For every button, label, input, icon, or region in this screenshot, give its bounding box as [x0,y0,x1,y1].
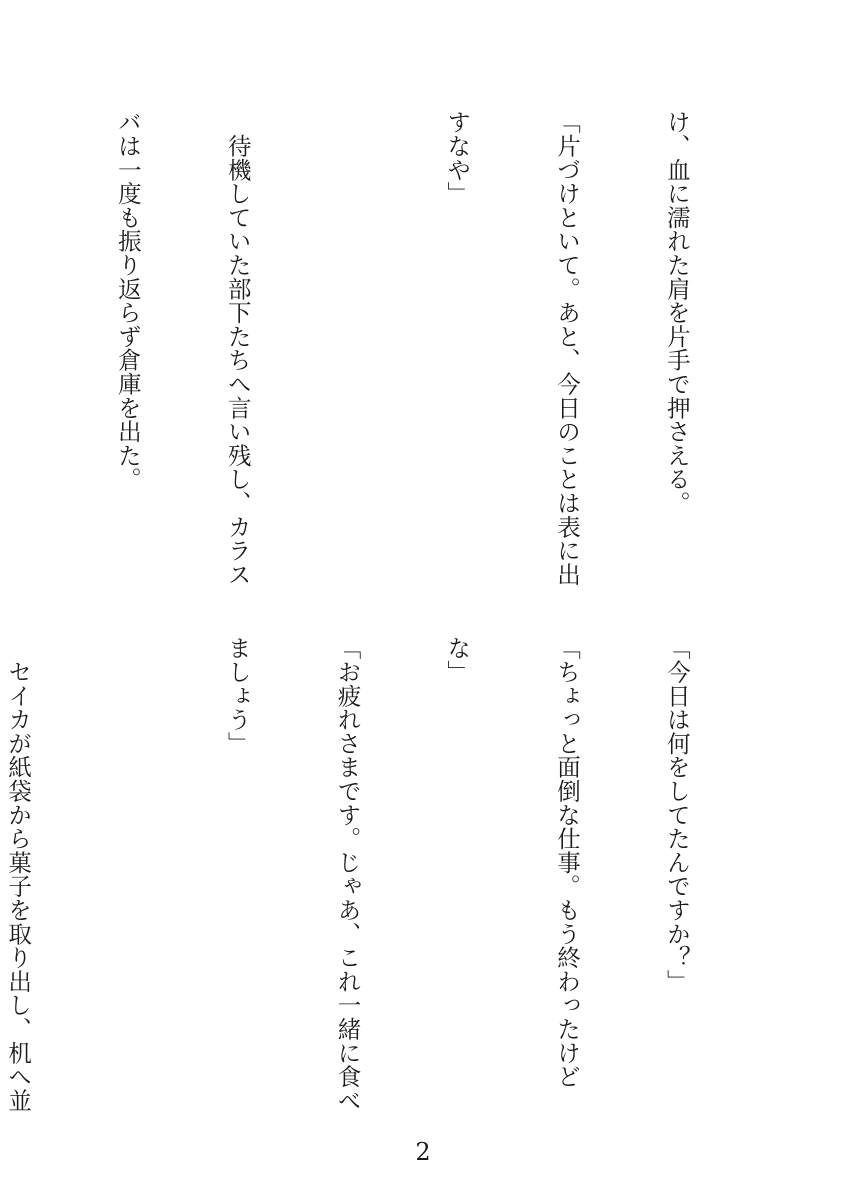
text-line: ましょう」 [223,636,252,755]
blank-line [329,110,366,592]
text-line: すなや」 [443,110,472,206]
text-line: セイカが紙袋から菓子を取り出し、机へ並 [4,636,33,1112]
text-line: な」 [443,636,472,684]
text-line: バは一度も振り返らず倉庫を出た。 [113,110,142,491]
text-line: 待機していた部下たちへ言い残し、カラス [223,110,252,586]
lower-text-block [0,636,768,1118]
text-line: け、血に濡れた肩を片手で押さえる。 [662,110,691,515]
text-line: 「今日は何をしてたんですか？」 [662,636,691,993]
blank-line [109,636,146,1118]
page-number: 2 [415,1138,431,1166]
blank-line [0,110,36,592]
text-line: 「お疲れさまです。じゃあ、これ一緒に食べ [333,636,362,1112]
upper-text-block [0,110,768,592]
text-line: 「ちょっと面倒な仕事。もう終わったけど [553,636,582,1089]
text-line: 「片づけといて。あと、今日のことは表に出 [553,110,582,586]
